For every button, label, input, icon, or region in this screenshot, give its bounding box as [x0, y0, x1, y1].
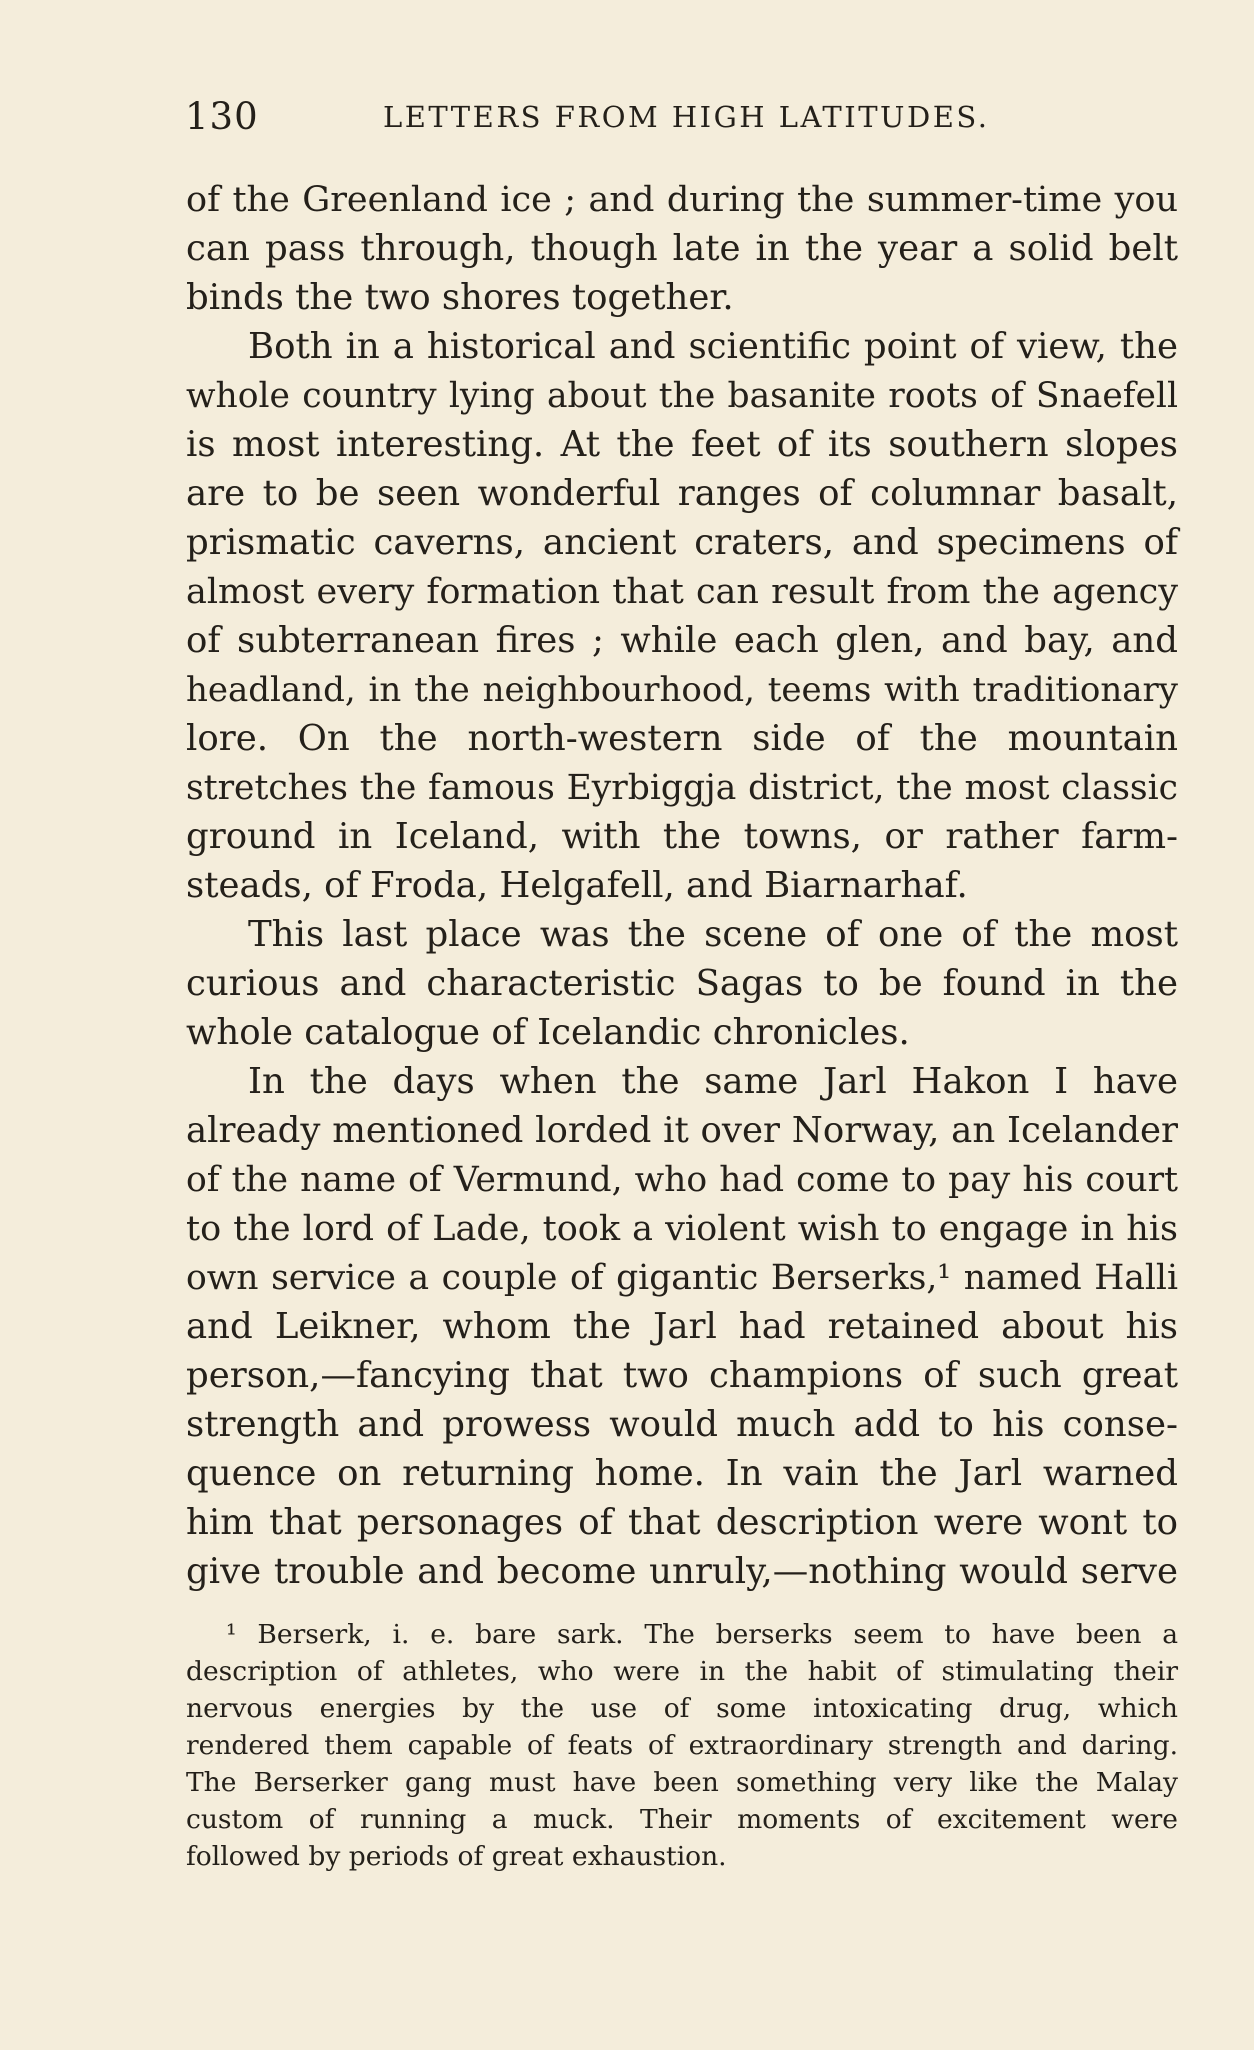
text-line: lore. On the north-western side of the mountain	[186, 718, 1178, 759]
footnote-line: ¹ Berserk, i. e. bare sark. The berserks seem to have been a	[226, 1619, 1178, 1650]
footnote-line: custom of running a muck. Their moments of excitement were	[186, 1804, 1178, 1835]
text-line: to the lord of Lade, took a violent wish to engage in his	[186, 1209, 1178, 1249]
text-line: prismatic caverns, ancient craters, and specimens of	[186, 522, 1178, 563]
footnote-line: rendered them capable of feats of extraordinary strength and daring.	[186, 1730, 1178, 1761]
text-line: quence on returning home. In vain the Jarl warned	[186, 1453, 1178, 1494]
text-line: give trouble and become unruly,—nothing would serve	[186, 1551, 1178, 1592]
footnote-line: description of athletes, who were in the habit of stimulating their	[186, 1656, 1178, 1687]
footnote-line: nervous energies by the use of some intoxicating drug, which	[186, 1693, 1178, 1724]
text-line: In the days when the same Jarl Hakon I have	[248, 1061, 1178, 1102]
text-line: can pass through, though late in the year a solid belt	[186, 228, 1178, 269]
text-line: stretches the famous Eyrbiggja district, the most classic	[186, 768, 1178, 808]
text-line: strength and prowess would much add to his conse-	[186, 1404, 1178, 1445]
text-line: of the name of Vermund, who had come to pay his court	[186, 1160, 1178, 1200]
text-line: steads, of Froda, Helgafell, and Biarnarhaf.	[186, 865, 968, 906]
text-line: are to be seen wonderful ranges of columnar basalt,	[186, 473, 1178, 514]
page-header	[185, 95, 1185, 139]
text-line: and Leikner, whom the Jarl had retained about his	[186, 1306, 1178, 1347]
text-line: is most interesting. At the feet of its southern slopes	[186, 424, 1178, 465]
running-head: LETTERS FROM HIGH LATITUDES.	[383, 100, 990, 134]
text-line: curious and characteristic Sagas to be found in the	[186, 963, 1178, 1004]
text-line: of the Greenland ice ; and during the summer-time you	[186, 180, 1178, 220]
text-line: whole country lying about the basanite roots of Snaefell	[186, 376, 1178, 416]
text-line: own service a couple of gigantic Berserks,¹ named Halli	[186, 1258, 1178, 1298]
text-line: person,—fancying that two champions of such great	[186, 1355, 1178, 1396]
text-line: whole catalogue of Icelandic chronicles.	[186, 1012, 910, 1053]
footnote-line: followed by periods of great exhaustion.	[186, 1841, 727, 1872]
text-line: ground in Iceland, with the towns, or rather farm-	[186, 816, 1178, 857]
page-number: 130	[185, 95, 259, 138]
text-line: Both in a historical and scientific point of view, the	[248, 326, 1178, 367]
text-line: of subterranean fires ; while each glen, and bay, and	[186, 620, 1178, 661]
text-line: headland, in the neighbourhood, teems with traditionary	[186, 670, 1178, 710]
text-line: binds the two shores together.	[186, 277, 734, 318]
text-line: This last place was the scene of one of the most	[248, 914, 1178, 955]
text-line: him that personages of that description were wont to	[186, 1502, 1178, 1543]
text-line: already mentioned lorded it over Norway, an Icelander	[186, 1110, 1178, 1151]
footnote-line: The Berserker gang must have been something very like the Malay	[186, 1767, 1178, 1798]
text-line: almost every formation that can result from the agency	[186, 572, 1178, 612]
